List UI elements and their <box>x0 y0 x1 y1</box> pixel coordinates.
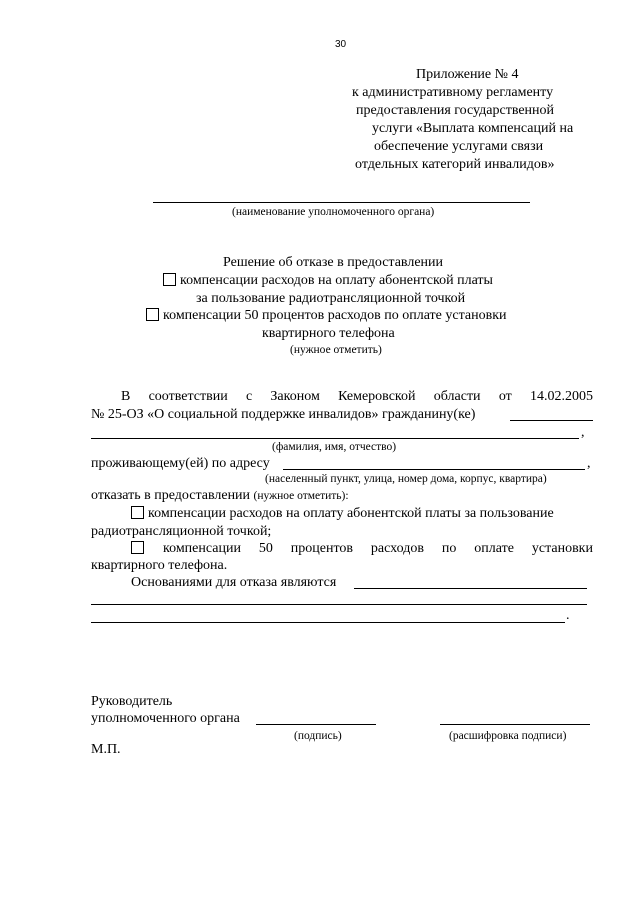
page-number: 30 <box>335 39 347 50</box>
decode-caption: (расшифровка подписи) <box>449 730 567 742</box>
grounds-label: Основаниями для отказа являются <box>131 575 337 590</box>
decision-option-1: компенсации расходов на оплату абонентской платы <box>163 272 493 290</box>
appendix-line-4: услуги «Выплата компенсаций на <box>372 121 574 136</box>
appendix-line-2: к административному регламенту <box>352 85 554 100</box>
fio-line[interactable] <box>91 438 579 439</box>
checkbox-refuse-2[interactable] <box>131 541 144 554</box>
appendix-line-5: обеспечение услугами связи <box>374 139 544 154</box>
refuse-option-1: компенсации расходов на оплату абонентской платы за пользование <box>131 505 554 523</box>
grounds-line-3[interactable] <box>91 622 565 623</box>
address-caption: (населенный пункт, улица, номер дома, корпус, квартира) <box>265 473 547 485</box>
decision-title: Решение об отказе в предоставлении <box>223 255 444 270</box>
address-label: проживающему(ей) по адресу <box>91 456 270 471</box>
checkbox-option-2[interactable] <box>146 308 159 321</box>
fio-comma: , <box>581 425 585 440</box>
grounds-line-2[interactable] <box>91 604 587 605</box>
appendix-line-3: предоставления государственной <box>356 103 555 118</box>
grounds-period: . <box>566 608 570 623</box>
decision-option-1-cont: за пользование радиотрансляционной точкой <box>196 291 466 306</box>
refuse-option-2: компенсации 50 процентов расходов по оплате установки <box>163 541 593 556</box>
appendix-line-6: отдельных категорий инвалидов» <box>355 157 555 172</box>
body-line-2: № 25-ОЗ «О социальной поддержке инвалидов» гражданину(ке) <box>91 407 476 422</box>
decode-line[interactable] <box>440 724 590 725</box>
body-line-1: В соответствии с Законом Кемеровской области от 14.02.2005 <box>121 389 593 404</box>
refuse-option-2-box <box>131 540 148 558</box>
checkbox-refuse-1[interactable] <box>131 506 144 519</box>
head-title: Руководитель <box>91 694 173 709</box>
signature-caption: (подпись) <box>294 730 342 742</box>
stamp-label: М.П. <box>91 742 121 757</box>
decision-option-2-cont: квартирного телефона <box>262 326 395 341</box>
fio-caption: (фамилия, имя, отчество) <box>272 441 397 453</box>
head-org: уполномоченного органа <box>91 711 240 726</box>
signature-line[interactable] <box>256 724 376 725</box>
authority-caption: (наименование уполномоченного органа) <box>232 206 435 218</box>
decision-note: (нужное отметить) <box>290 344 382 356</box>
authority-line[interactable] <box>153 202 530 203</box>
citizen-line[interactable] <box>510 420 593 421</box>
grounds-line-1[interactable] <box>354 588 587 589</box>
appendix-line-1: Приложение № 4 <box>416 67 519 82</box>
refuse-option-1-cont: радиотрансляционной точкой; <box>91 524 272 539</box>
checkbox-option-1[interactable] <box>163 273 176 286</box>
address-line[interactable] <box>283 469 585 470</box>
decision-option-2: компенсации 50 процентов расходов по оплате установки <box>146 307 507 325</box>
address-comma: , <box>587 456 591 471</box>
refuse-line: отказать в предоставлении (нужное отметить): <box>91 488 349 503</box>
refuse-option-2-cont: квартирного телефона. <box>91 558 228 573</box>
